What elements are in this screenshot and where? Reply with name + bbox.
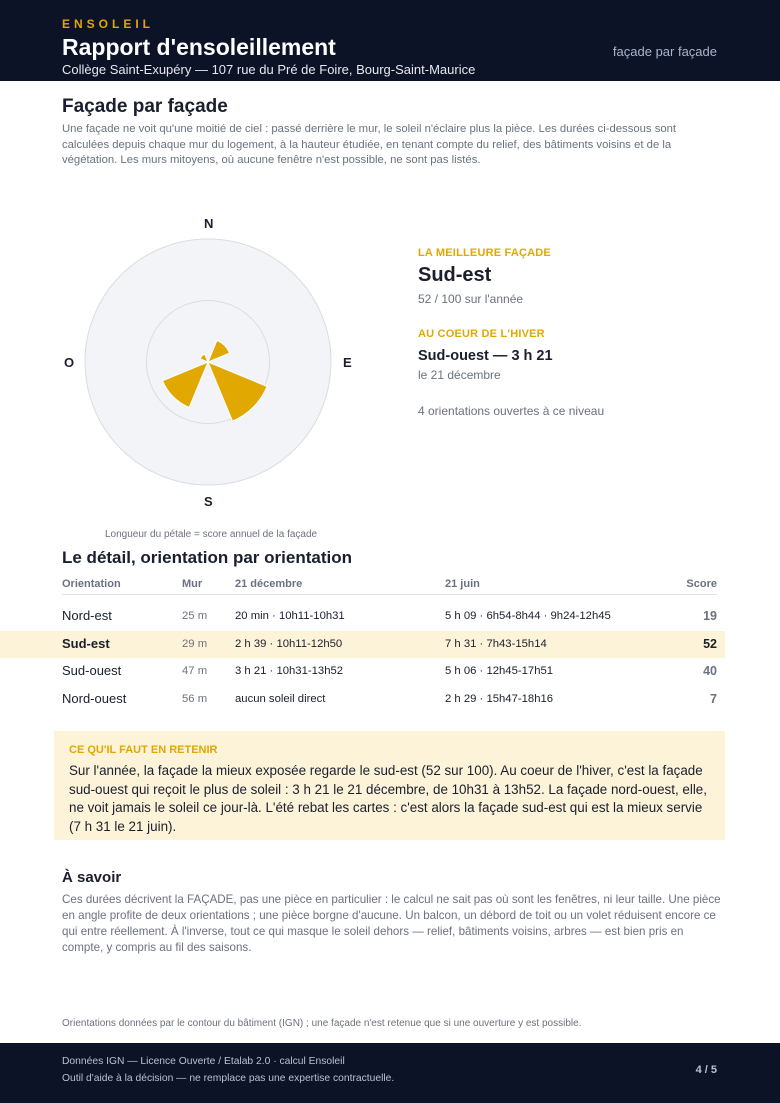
rose-legend: Longueur du pétale = score annuel de la façade [105,529,318,540]
row-orientation: Nord-est [62,608,112,623]
row-score: 40 [703,664,717,678]
col-jun: 21 juin [445,578,480,590]
row-jun: 5 h 06 · 12h45-17h51 [445,665,554,677]
table-row [62,603,717,631]
row-mur: 25 m [182,610,208,622]
col-score: Score [686,578,717,590]
cardinal-north: N [204,216,214,231]
takeaway-label: CE QU'IL FAUT EN RETENIR [69,744,218,756]
source-note: Orientations données par le contour du bâtiment (IGN) ; une façade n'est retenue que si une ouverture y est possible. [62,1018,582,1029]
col-dec: 21 décembre [235,578,303,590]
row-score: 52 [703,636,717,651]
section-title: Façade par façade [62,96,228,117]
footer-disclaimer: Outil d'aide à la décision — ne remplace pas une expertise contractuelle. [62,1073,395,1084]
report-footer [0,1043,780,1103]
cardinal-east: E [343,355,352,370]
page-number: 4 / 5 [695,1064,717,1076]
row-orientation: Sud-est [62,635,110,651]
table-row [62,686,717,714]
table-row [62,658,717,686]
orientation-table [62,575,717,713]
table-header [62,575,717,595]
key-takeaway-box [54,731,725,840]
takeaway-text: Sur l'année, la façade la mieux exposée regarde le sud-est (52 sur 100). Au coeur de l'hiver, c'est la façade sud-ouest qui reçoit le plus de soleil : 3 h 21 le 21 décembre, de 10h31 à 13h52. La façade nord-ouest, elle, ne voit jamais le soleil ce jour-là. L'été rebat les cartes : c'est alors la façade sud-est qui est la mieux servie (7 h 31 le 21 juin). [69,763,707,834]
cardinal-south: S [204,494,213,509]
row-jun: 7 h 31 · 7h43-15h14 [445,637,547,650]
section-intro: Une façade ne voit qu'une moitié de ciel : passé derrière le mur, le soleil n'éclaire plus la pièce. Les durées ci-dessous sont calculées depuis chaque mur du logement, à la hauteur étudiée, en tenant compte du relief, des bâtiments voisins et de la végétation. Les murs mitoyens, où aucune fenêtre n'est possible, ne sont pas listés. [62,123,677,166]
row-dec: 3 h 21 · 10h31-13h52 [235,665,344,677]
row-orientation: Sud-ouest [62,663,122,678]
col-mur: Mur [182,578,203,590]
kpi-best-sub: 52 / 100 sur l'année [418,292,524,306]
row-mur: 56 m [182,692,208,705]
report-subtitle: Collège Saint-Exupéry — 107 rue du Pré de Foire, Bourg-Saint-Maurice [62,62,476,77]
table-row-highlight [0,631,725,659]
rose-chart [60,210,360,515]
row-dec: aucun soleil direct [235,692,326,705]
row-jun: 5 h 09 · 6h54-8h44 · 9h24-12h45 [445,610,611,622]
row-orientation: Nord-ouest [62,690,127,706]
row-mur: 29 m [182,637,208,650]
row-score: 19 [703,609,717,623]
kpi-winter-label: AU COEUR DE L'HIVER [418,328,545,340]
kpi-best-label: LA MEILLEURE FAÇADE [418,247,551,259]
row-jun: 2 h 29 · 15h47-18h16 [445,692,554,705]
kpi-best-value: Sud-est [418,264,492,286]
row-score: 7 [710,691,717,706]
report-title: Rapport d'ensoleillement [62,34,336,60]
row-dec: 2 h 39 · 10h11-12h50 [235,637,343,650]
footer-credits: Données IGN — Licence Ouverte / Etalab 2.0 · calcul Ensoleil [62,1056,345,1067]
cardinal-west: O [64,355,75,370]
kpi-winter-value: Sud-ouest — 3 h 21 [418,348,553,364]
notes-text: Ces durées décrivent la FAÇADE, pas une pièce en particulier : le calcul ne sait pas où sont les fenêtres, ni leur taille. Une pièce en angle profite de deux orientations ; une pièce borgne d'aucune. Un balcon, un débord de toit ou un volet réduisent encore ce qui entre réellement. À l'inverse, tout ce qui masque le soleil dehors — relief, bâtiments voisins, arbres — est bien pris en compte, y compris au fil des saisons. [62,893,721,954]
kpi-orientation-count: 4 orientations ouvertes à ce niveau [418,404,605,418]
compass-rose [60,210,360,515]
kpi-winter-sub: le 21 décembre [418,368,501,382]
row-mur: 47 m [182,665,208,677]
table-title: Le détail, orientation par orientation [62,548,352,567]
report-header [0,0,780,81]
section-indicator: façade par façade [612,44,717,59]
row-dec: 20 min · 10h11-10h31 [235,610,345,622]
notes-title: À savoir [62,869,122,886]
col-orientation: Orientation [62,578,121,590]
brand-name: ENSOLEIL [62,17,155,31]
